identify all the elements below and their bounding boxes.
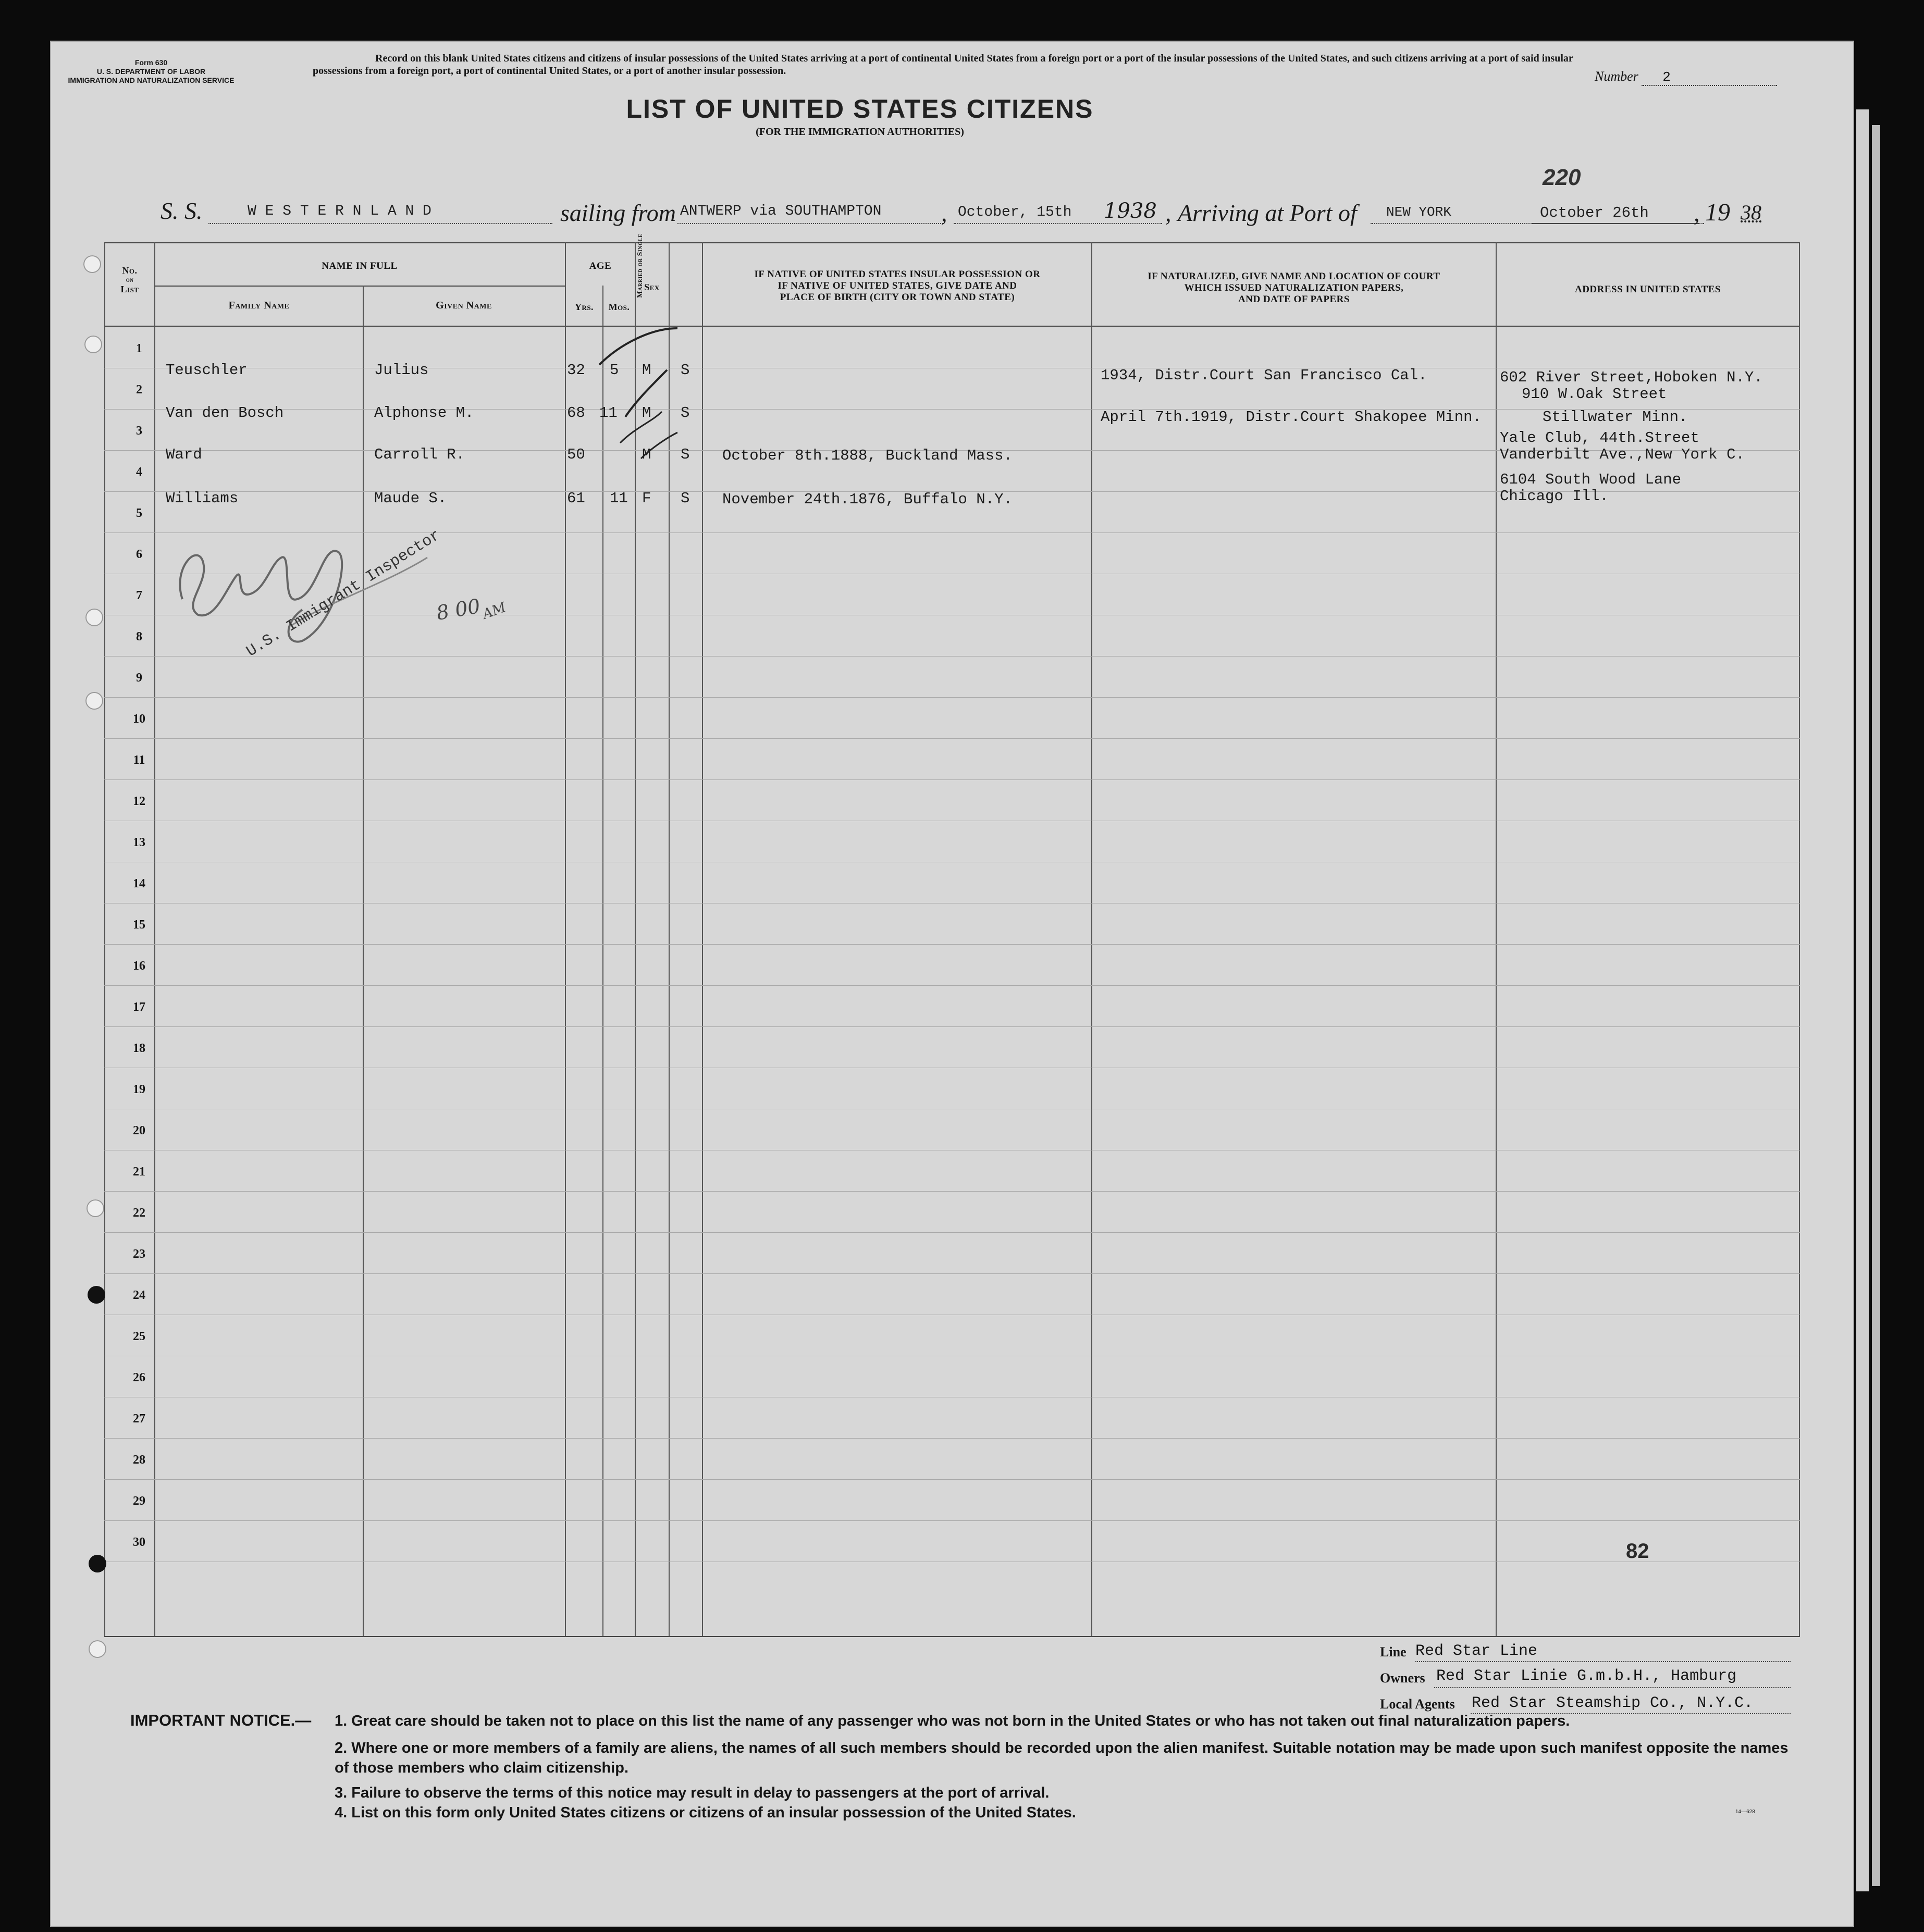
passenger-4-family-name: Williams: [166, 490, 239, 507]
form-identification: [55, 58, 248, 85]
row-number: 29: [133, 1494, 145, 1508]
department-name: U. S. DEPARTMENT OF LABOR: [96, 67, 206, 76]
row-number: 7: [136, 589, 142, 602]
departure-year: 1938: [1104, 199, 1157, 223]
page-title: LIST OF UNITED STATES CITIZENS: [626, 94, 1094, 123]
punch-hole: [85, 609, 103, 626]
header-sex: Sex: [644, 282, 660, 292]
row-number: 11: [133, 753, 145, 767]
passenger-4-marital: S: [681, 490, 690, 507]
sailing-from-port: ANTWERP via SOUTHAMPTON: [680, 203, 882, 219]
print-code: 14—628: [1735, 1809, 1755, 1815]
passenger-3-address-line1: Yale Club, 44th.Street: [1500, 429, 1699, 447]
row-rule: [104, 985, 1800, 986]
row-number: 5: [136, 506, 142, 520]
passenger-1-family-name: Teuschler: [166, 362, 248, 379]
passenger-4-address-line2: Chicago Ill.: [1500, 488, 1609, 505]
ss-label: S. S.: [161, 197, 203, 224]
manifest-sheet: [50, 41, 1854, 1927]
row-number: 20: [133, 1124, 145, 1137]
arrival-year-suffix: 38: [1741, 201, 1761, 224]
inspector-time-suffix: AM: [480, 599, 509, 623]
row-number: 12: [133, 795, 145, 808]
passenger-1-address-line1: 602 River Street,Hoboken N.Y.: [1500, 369, 1763, 386]
row-number: 19: [133, 1083, 145, 1096]
arrival-port: NEW YORK: [1386, 204, 1451, 220]
passenger-1-months: 5: [610, 362, 619, 379]
sailing-from-label: sailing from: [560, 200, 676, 226]
notice-3: 3. Failure to observe the terms of this notice may result in delay to passengers at the port of arrival.: [335, 1785, 1050, 1801]
header-name-in-full: NAME IN FULL: [322, 261, 398, 271]
passenger-2-naturalization: April 7th.1919, Distr.Court Shakopee Minn.: [1101, 408, 1482, 426]
punch-hole: [85, 692, 103, 710]
margin-note: 82: [1626, 1540, 1649, 1563]
line-value: Red Star Line: [1415, 1642, 1538, 1660]
passenger-3-address-line2: Vanderbilt Ave.,New York C.: [1500, 446, 1745, 463]
header-no-on-list: No. on List: [120, 265, 139, 294]
row-rule: [104, 738, 1800, 739]
header-birth: IF NATIVE OF UNITED STATES INSULAR POSSESSION OR IF NATIVE OF UNITED STATES, GIVE DATE AND PLACE OF BIRTH (CITY OR TOWN AND STATE): [754, 269, 1041, 303]
row-number: 21: [133, 1165, 145, 1179]
row-number: 9: [136, 671, 142, 685]
form-number: Form 630: [134, 58, 168, 67]
row-number: 3: [136, 424, 142, 438]
line-label: Line: [1380, 1644, 1407, 1659]
notice-1: 1. Great care should be taken not to place on this list the name of any passenger who was not born in the United States or who has not taken out final naturalization papers.: [335, 1713, 1570, 1729]
row-number: 16: [133, 959, 145, 973]
row-number: 14: [133, 877, 145, 890]
row-rule: [104, 1232, 1800, 1233]
list-number: [1595, 69, 1777, 86]
passenger-1-address-line2: 910 W.Oak Street: [1522, 386, 1667, 403]
header-family-name: Family Name: [228, 300, 290, 311]
departure-date: October, 15th: [958, 204, 1072, 220]
header-given-name: Given Name: [436, 300, 492, 311]
row-number: 25: [133, 1330, 145, 1343]
row-number: 13: [133, 836, 145, 849]
agents-value: Red Star Steamship Co., N.Y.C.: [1472, 1694, 1754, 1712]
passenger-3-birth: October 8th.1888, Buckland Mass.: [722, 447, 1013, 464]
row-number: 15: [133, 918, 145, 932]
arrival-year-prefix: 19: [1705, 199, 1730, 226]
header-naturalized: IF NATURALIZED, GIVE NAME AND LOCATION OF COURT WHICH ISSUED NATURALIZATION PAPERS, AND DATE OF PAPERS: [1148, 271, 1440, 305]
row-number: 28: [133, 1453, 145, 1467]
passenger-1-given-name: Julius: [374, 362, 429, 379]
notice-4: 4. List on this form only United States citizens or citizens of an insular possession of the United States.: [335, 1804, 1076, 1821]
row-number: 10: [133, 712, 145, 726]
passenger-4-months: 11: [610, 490, 628, 507]
owners-label: Owners: [1380, 1670, 1425, 1686]
owners-value: Red Star Linie G.m.b.H., Hamburg: [1436, 1667, 1737, 1685]
arriving-label: Arriving at Port of: [1178, 200, 1357, 226]
row-number: 2: [136, 383, 142, 397]
passenger-2-family-name: Van den Bosch: [166, 404, 284, 422]
passenger-2-address-line1: Stillwater Minn.: [1543, 408, 1688, 426]
row-number: 1: [136, 342, 142, 355]
passenger-3-given-name: Carroll R.: [374, 446, 465, 463]
header-age: AGE: [589, 261, 612, 271]
inspector-title: U.S. Immigrant Inspector: [243, 526, 444, 661]
row-number: 18: [133, 1042, 145, 1055]
inspector-signature: [167, 521, 542, 667]
service-name: IMMIGRATION AND NATURALIZATION SERVICE: [68, 76, 235, 84]
passenger-4-sex: F: [642, 490, 651, 507]
passenger-1-marital: S: [681, 362, 690, 379]
page-subtitle: (FOR THE IMMIGRATION AUTHORITIES): [756, 126, 964, 138]
row-number: 17: [133, 1000, 145, 1014]
passenger-2-given-name: Alphonse M.: [374, 404, 474, 422]
row-number: 23: [133, 1247, 145, 1261]
header-married-or-single: Married or Single: [636, 233, 644, 298]
header-mos: Mos.: [608, 302, 630, 312]
row-rule: [104, 779, 1800, 780]
row-rule: [104, 1520, 1800, 1521]
row-number: 26: [133, 1371, 145, 1384]
paper-edge: [1872, 125, 1880, 1886]
row-number: 6: [136, 548, 142, 561]
passenger-3-marital: S: [681, 446, 690, 463]
row-rule: [104, 1438, 1800, 1439]
number-value: 2: [1642, 69, 1777, 86]
inspector-time: 8 00: [434, 594, 482, 625]
passenger-2-years: 68: [567, 404, 585, 422]
ship-name: W E S T E R N L A N D: [248, 203, 431, 219]
punch-hole: [83, 255, 101, 273]
row-number: 30: [133, 1535, 145, 1549]
passenger-4-given-name: Maude S.: [374, 490, 447, 507]
passenger-3-years: 50: [567, 446, 585, 463]
passenger-1-sex: M: [642, 362, 651, 379]
header-address: ADDRESS IN UNITED STATES: [1574, 284, 1721, 295]
row-rule: [104, 1273, 1800, 1274]
agents-label: Local Agents: [1380, 1696, 1455, 1712]
row-rule: [104, 1026, 1800, 1027]
notice-2: 2. Where one or more members of a family are aliens, the names of all such members should be recorded upon the alien manifest. Suitable notation may be made upon such manifest opposite the names of those members who claim citizenship.: [335, 1740, 1789, 1776]
passenger-3-sex: M: [642, 446, 651, 463]
punch-hole: [87, 1199, 104, 1217]
paper-edge: [1856, 109, 1869, 1891]
punch-hole: [89, 1640, 106, 1658]
arrival-date: October 26th: [1540, 204, 1649, 221]
punch-hole: [84, 336, 102, 353]
punch-hole: [89, 1555, 106, 1572]
check-marks: [589, 318, 693, 469]
row-number: 8: [136, 630, 142, 643]
passenger-2-sex: M: [642, 404, 651, 422]
passenger-1-years: 32: [567, 362, 585, 379]
row-rule: [104, 1479, 1800, 1480]
row-rule: [104, 944, 1800, 945]
passenger-4-birth: November 24th.1876, Buffalo N.Y.: [722, 491, 1013, 508]
passenger-2-months: 11: [599, 404, 618, 422]
passenger-3-family-name: Ward: [166, 446, 202, 463]
row-rule: [104, 697, 1800, 698]
record-instructions: Record on this blank United States citizens and citizens of insular possessions of the United States arriving at a port of continental United States from a foreign port or a port of the insular possessions of the United States, and such citizens arriving at a port of said insular possessions from a foreign port, a port of continental United States, or a port of another insular possession.: [313, 53, 1573, 77]
row-number: 24: [133, 1289, 145, 1302]
passenger-4-address-line1: 6104 South Wood Lane: [1500, 471, 1682, 488]
passenger-2-marital: S: [681, 404, 690, 422]
punch-hole: [88, 1286, 105, 1304]
number-label: Number: [1595, 69, 1638, 84]
header-yrs: Yrs.: [574, 302, 594, 312]
row-number: 22: [133, 1206, 145, 1220]
stamped-number: 220: [1543, 165, 1581, 190]
passenger-1-naturalization: 1934, Distr.Court San Francisco Cal.: [1101, 367, 1427, 384]
row-rule: [104, 1191, 1800, 1192]
passenger-4-years: 61: [567, 490, 585, 507]
row-number: 4: [136, 465, 142, 479]
important-notice-title: IMPORTANT NOTICE.—: [130, 1711, 312, 1729]
row-number: 27: [133, 1412, 145, 1426]
